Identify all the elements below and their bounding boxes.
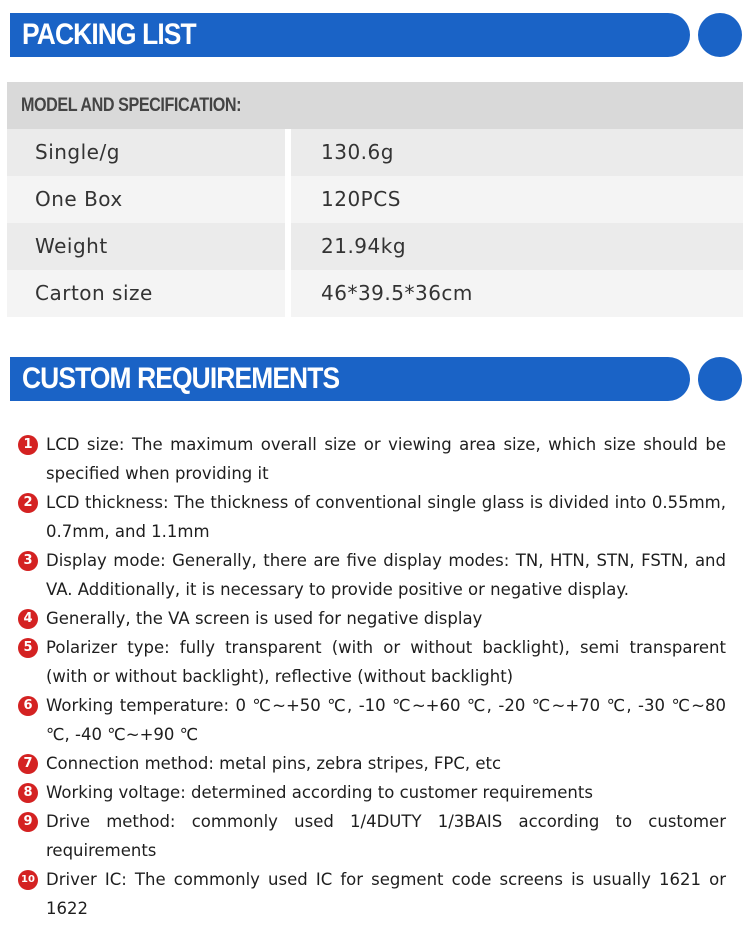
packing-list-title: PACKING LIST: [22, 18, 196, 51]
number-badge-icon: 7: [18, 754, 38, 774]
spec-value: 21.94kg: [291, 223, 743, 270]
number-badge-icon: 3: [18, 551, 38, 571]
list-item: [18, 807, 726, 865]
table-row: [7, 129, 743, 176]
requirement-text: Drive method: commonly used 1/4DUTY 1/3BAIS according to customer requirements: [46, 812, 726, 860]
spec-value: 130.6g: [291, 129, 743, 176]
spec-label: Single/g: [7, 129, 291, 176]
spec-value: 46*39.5*36cm: [291, 270, 743, 317]
requirement-text: Polarizer type: fully transparent (with or without backlight), semi transparent (with or without backlight), reflective (without backlight): [46, 638, 726, 686]
list-item: [18, 865, 726, 923]
list-item: [18, 546, 726, 604]
list-item: [18, 430, 726, 488]
number-badge-icon: 4: [18, 609, 38, 629]
requirement-text: Generally, the VA screen is used for negative display: [46, 609, 483, 628]
table-row: [7, 270, 743, 317]
requirement-text: LCD thickness: The thickness of conventional single glass is divided into 0.55mm, 0.7mm, and 1.1mm: [46, 493, 726, 541]
number-badge-icon: 1: [18, 435, 38, 455]
number-badge-icon: 10: [18, 870, 38, 890]
requirements-list: [18, 430, 726, 923]
list-item: [18, 749, 726, 778]
banner-dot-icon: [698, 13, 742, 57]
spec-header-label: MODEL AND SPECIFICATION:: [21, 95, 242, 116]
spec-label: Weight: [7, 223, 291, 270]
number-badge-icon: 6: [18, 696, 38, 716]
list-item: [18, 604, 726, 633]
table-row: [7, 176, 743, 223]
custom-requirements-title: CUSTOM REQUIREMENTS: [22, 362, 340, 395]
list-item: [18, 778, 726, 807]
packing-list-banner: [10, 13, 690, 57]
requirement-text: LCD size: The maximum overall size or viewing area size, which size should be specified when providing it: [46, 435, 726, 483]
number-badge-icon: 2: [18, 493, 38, 513]
requirement-text: Working voltage: determined according to customer requirements: [46, 783, 593, 802]
custom-requirements-banner: [10, 357, 690, 401]
requirement-text: Driver IC: The commonly used IC for segment code screens is usually 1621 or 1622: [46, 870, 726, 918]
spec-table: [7, 82, 743, 317]
requirement-text: Display mode: Generally, there are five display modes: TN, HTN, STN, FSTN, and VA. Additionally, it is necessary to provide positive or negative display.: [46, 551, 726, 599]
spec-table-header: [7, 82, 743, 129]
requirement-text: Connection method: metal pins, zebra stripes, FPC, etc: [46, 754, 502, 773]
number-badge-icon: 8: [18, 783, 38, 803]
table-row: [7, 223, 743, 270]
list-item: [18, 633, 726, 691]
requirement-text: Working temperature: 0 ℃~+50 ℃, -10 ℃~+60 ℃, -20 ℃~+70 ℃, -30 ℃~80 ℃, -40 ℃~+90 ℃: [46, 696, 726, 744]
spec-label: Carton size: [7, 270, 291, 317]
list-item: [18, 488, 726, 546]
spec-value: 120PCS: [291, 176, 743, 223]
number-badge-icon: 9: [18, 812, 38, 832]
banner-dot-icon: [698, 357, 742, 401]
spec-label: One Box: [7, 176, 291, 223]
number-badge-icon: 5: [18, 638, 38, 658]
list-item: [18, 691, 726, 749]
